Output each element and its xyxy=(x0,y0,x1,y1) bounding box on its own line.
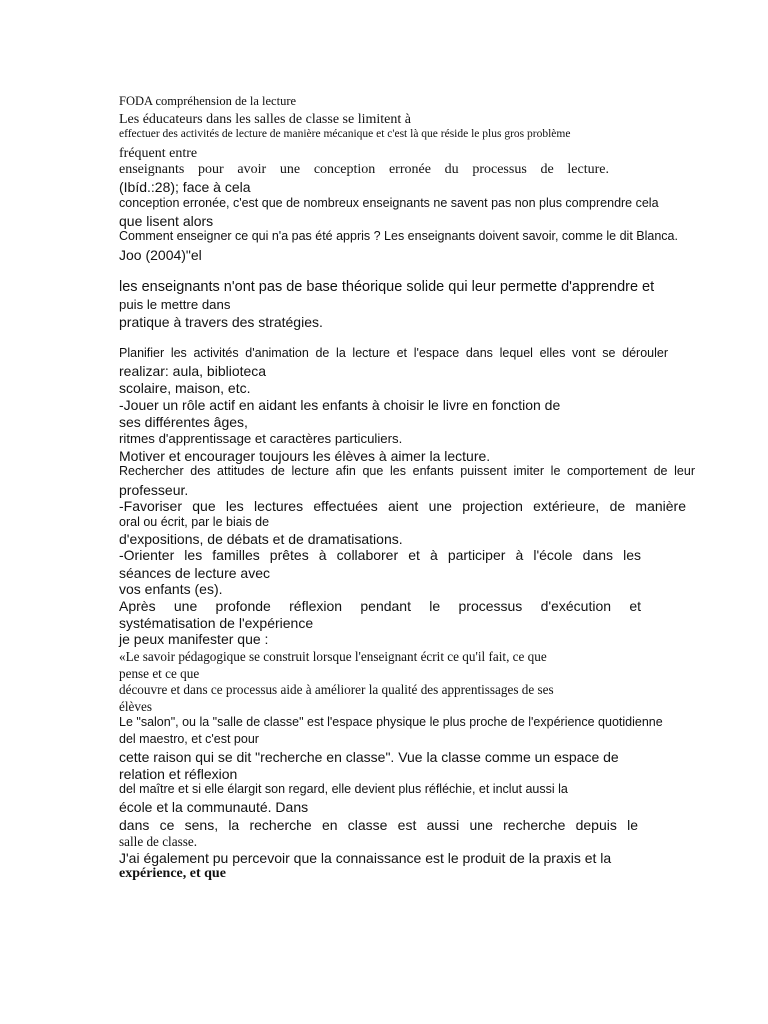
text-line: enseignants pour avoir une conception erronée du processus de lecture. xyxy=(119,162,609,177)
text-line: dans ce sens, la recherche en classe est aussi une recherche depuis le xyxy=(119,817,638,833)
quote-line: élèves xyxy=(119,699,152,714)
text-line: pratique à travers des stratégies. xyxy=(119,314,323,330)
text-line: Joo (2004)"el xyxy=(119,247,202,263)
text-line: école et la communauté. Dans xyxy=(119,799,309,815)
text-line: systématisation de l'expérience xyxy=(119,615,314,631)
text-line: J'ai également pu percevoir que la connaissance est le produit de la praxis et la xyxy=(119,850,612,866)
text-line: que lisent alors xyxy=(119,213,214,229)
document-title: FODA compréhension de la lecture xyxy=(119,94,297,108)
text-line: vos enfants (es). xyxy=(119,581,223,597)
text-line: conception erronée, c'est que de nombreux enseignants ne savent pas non plus comprendre cela xyxy=(119,196,659,210)
quote-line: pense et ce que xyxy=(119,666,200,681)
text-line: Après une profonde réflexion pendant le processus d'exécution et xyxy=(119,598,641,614)
text-line: fréquent entre xyxy=(119,146,198,161)
text-line: scolaire, maison, etc. xyxy=(119,380,251,396)
text-line: Le "salon", ou la "salle de classe" est l'espace physique le plus proche de l'expérience quotidienne xyxy=(119,715,663,729)
text-line: puis le mettre dans xyxy=(119,297,231,312)
text-line: d'expositions, de débats et de dramatisations. xyxy=(119,531,403,547)
text-line: je peux manifester que : xyxy=(119,631,269,647)
text-line: professeur. xyxy=(119,482,189,498)
text-line: ritmes d'apprentissage et caractères particuliers. xyxy=(119,431,403,446)
list-item: -Jouer un rôle actif en aidant les enfants à choisir le livre en fonction de xyxy=(119,397,561,413)
text-line: expérience, et que xyxy=(119,866,226,881)
list-item: -Favoriser que les lectures effectuées aient une projection extérieure, de manière xyxy=(119,498,686,514)
text-line: les enseignants n'ont pas de base théorique solide qui leur permette d'apprendre et xyxy=(119,279,655,295)
text-line: (Ibíd.:28); face à cela xyxy=(119,179,251,195)
text-line: oral ou écrit, par le biais de xyxy=(119,515,270,529)
text-line: Les éducateurs dans les salles de classe se limitent à xyxy=(119,112,411,127)
quote-line: «Le savoir pédagogique se construit lorsque l'enseignant écrit ce qu'il fait, ce que xyxy=(119,649,547,664)
text-line: effectuer des activités de lecture de manière mécanique et c'est là que réside le plus gros problème xyxy=(119,128,571,140)
text-line: cette raison qui se dit "recherche en classe". Vue la classe comme un espace de xyxy=(119,749,619,765)
text-line: Rechercher des attitudes de lecture afin que les enfants puissent imiter le comportement de leur xyxy=(119,464,695,478)
quote-line: découvre et dans ce processus aide à améliorer la qualité des apprentissages de ses xyxy=(119,682,554,697)
text-line: relation et réflexion xyxy=(119,766,238,782)
text-line: Motiver et encourager toujours les élèves à aimer la lecture. xyxy=(119,448,491,464)
text-line: del maître et si elle élargit son regard, elle devient plus réfléchie, et inclut aussi la xyxy=(119,782,568,796)
text-line: realizar: aula, biblioteca xyxy=(119,363,267,379)
text-line: del maestro, et c'est pour xyxy=(119,732,259,746)
text-line: séances de lecture avec xyxy=(119,565,270,581)
text-line: ses différentes âges, xyxy=(119,414,248,430)
text-line: Comment enseigner ce qui n'a pas été appris ? Les enseignants doivent savoir, comme le dit Blanca. xyxy=(119,229,678,243)
list-item: -Orienter les familles prêtes à collaborer et à participer à l'école dans les xyxy=(119,547,641,563)
text-line: Planifier les activités d'animation de la lecture et l'espace dans lequel elles vont se dérouler xyxy=(119,346,668,360)
text-line: salle de classe. xyxy=(119,834,197,849)
